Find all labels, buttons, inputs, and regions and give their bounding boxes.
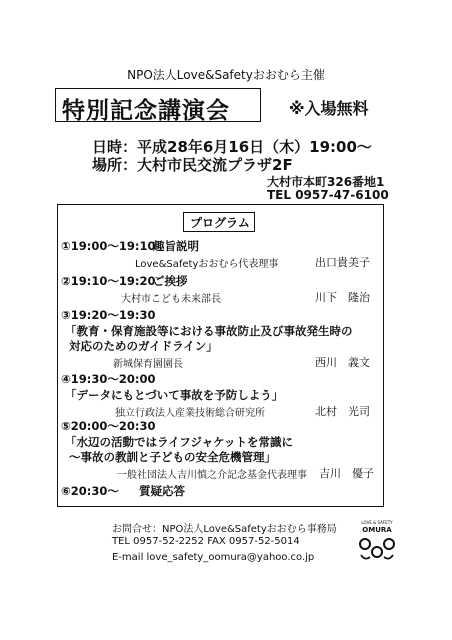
item-title: ご挨拶: [153, 274, 188, 288]
item-title: 趣旨説明: [153, 239, 199, 253]
contact-line: お問合せ：NPO法人Love&Safetyおおむら事務局: [112, 524, 337, 535]
event-datetime: 日時：平成28年6月16日（木）19:00～: [92, 138, 372, 156]
item-title: 質疑応答: [139, 484, 185, 498]
item-affiliation: 新城保育園園長: [113, 359, 183, 370]
contact-telfax: TEL 0957-52-2252 FAX 0957-52-5014: [112, 536, 300, 547]
item-speaker: 西川 義文: [315, 356, 370, 369]
item-speaker: 川下 隆治: [315, 291, 370, 304]
item-time: ①19:00～19:10: [61, 239, 156, 253]
item-affiliation: 独立行政法人産業技術総合研究所: [115, 408, 265, 419]
item-speaker: 出口貴美子: [315, 256, 370, 269]
item-lecture-line-2: ～事故の教訓と子どもの安全危機管理」: [69, 450, 276, 464]
item-lecture-line-2: 対応のためのガイドライン」: [69, 339, 218, 353]
item-affiliation: 大村市こども未来部長: [121, 294, 221, 305]
logo-tagline: LOVE & SAFETY: [361, 520, 393, 525]
item-affiliation: 一般社団法人吉川慎之介記念基金代表理事: [117, 470, 307, 481]
program-label: プログラム: [190, 216, 250, 230]
item-lecture-line-1: 「データにもとづいて事故を予防しよう」: [65, 388, 284, 402]
logo-mark-icon: [357, 535, 397, 562]
omura-logo: [355, 520, 399, 562]
venue-address: 大村市本町326番地1: [267, 175, 385, 189]
item-lecture-line-1: 「水辺の活動ではライフジャケットを常識に: [65, 435, 294, 449]
organizer-text: NPO法人Love&Safetyおおむら主催: [127, 68, 325, 82]
item-time: ②19:10～19:20: [61, 274, 156, 288]
item-speaker: 吉川 優子: [319, 467, 374, 480]
item-time: ⑤20:00～20:30: [61, 419, 156, 433]
item-time: ③19:20～19:30: [61, 308, 156, 322]
contact-email: E-mail love_safety_oomura@yahoo.co.jp: [112, 552, 315, 563]
event-place: 場所：大村市民交流プラザ2F: [92, 156, 293, 174]
logo-text: OMURA: [362, 526, 392, 534]
item-affiliation: Love&Safetyおおむら代表理事: [135, 259, 279, 270]
item-time: ⑥20:30～: [61, 484, 119, 498]
item-time: ④19:30～20:00: [61, 372, 156, 386]
admission-note: ※入場無料: [289, 99, 369, 118]
event-title: 特別記念講演会: [62, 98, 230, 124]
item-speaker: 北村 光司: [315, 405, 370, 418]
item-lecture-line-1: 「教育・保育施設等における事故防止及び事故発生時の: [65, 324, 353, 338]
venue-tel: TEL 0957-47-6100: [267, 188, 389, 202]
